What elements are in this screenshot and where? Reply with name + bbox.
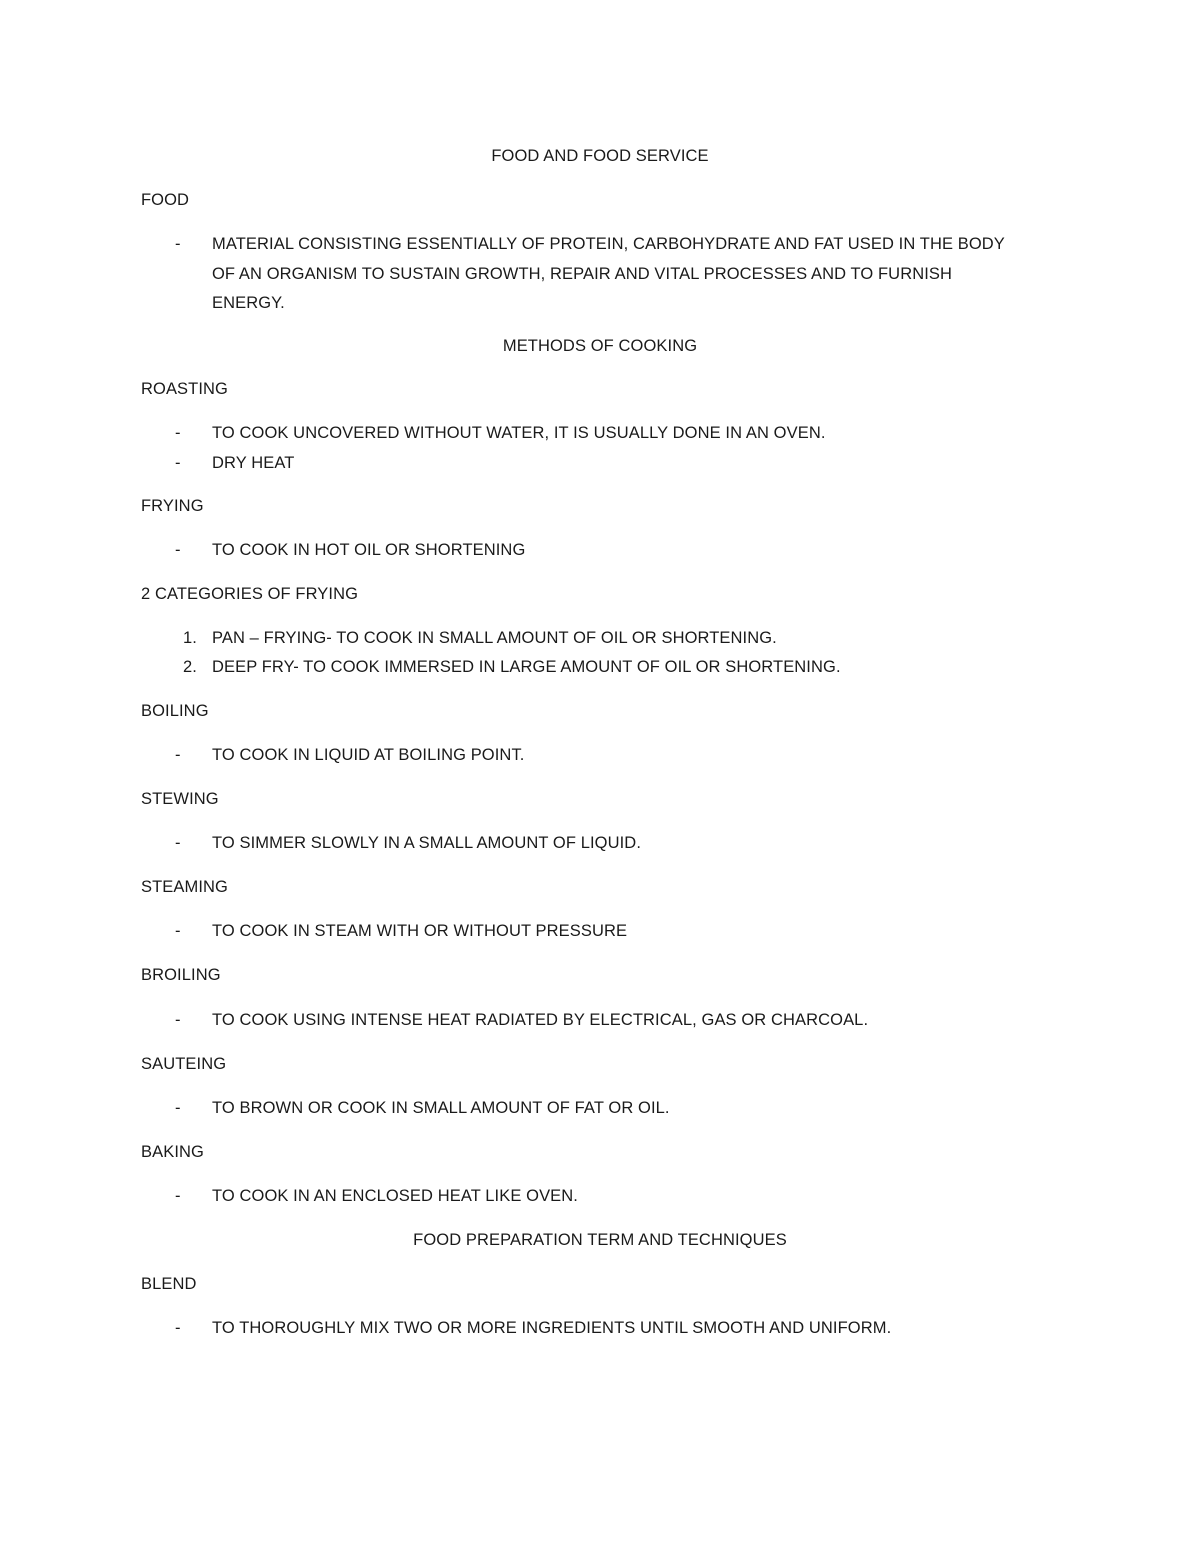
bullet-marker: - bbox=[175, 424, 181, 442]
boiling-bullet-1: TO COOK IN LIQUID AT BOILING POINT. bbox=[212, 746, 525, 764]
steaming-bullet-1: TO COOK IN STEAM WITH OR WITHOUT PRESSURE bbox=[212, 922, 628, 940]
food-definition-line-1: MATERIAL CONSISTING ESSENTIALLY OF PROTEIN, CARBOHYDRATE AND FAT USED IN THE BODY bbox=[212, 235, 1005, 253]
document-title: FOOD AND FOOD SERVICE bbox=[491, 147, 709, 165]
prep-title: FOOD PREPARATION TERM AND TECHNIQUES bbox=[413, 1231, 787, 1249]
section-heading-stewing: STEWING bbox=[141, 790, 219, 808]
bullet-marker: - bbox=[175, 1099, 181, 1117]
bullet-marker: - bbox=[175, 454, 181, 472]
section-heading-blend: BLEND bbox=[141, 1275, 197, 1293]
bullet-marker: - bbox=[175, 1011, 181, 1029]
section-heading-steaming: STEAMING bbox=[141, 878, 228, 896]
frying-category-1: PAN – FRYING- TO COOK IN SMALL AMOUNT OF OIL OR SHORTENING. bbox=[212, 629, 777, 647]
roasting-bullet-2: DRY HEAT bbox=[212, 454, 295, 472]
methods-title: METHODS OF COOKING bbox=[502, 337, 698, 355]
blend-bullet-1: TO THOROUGHLY MIX TWO OR MORE INGREDIENTS UNTIL SMOOTH AND UNIFORM. bbox=[212, 1319, 892, 1337]
bullet-marker: - bbox=[175, 235, 181, 253]
section-heading-sauteing: SAUTEING bbox=[141, 1055, 227, 1073]
food-definition-line-3: ENERGY. bbox=[212, 294, 285, 312]
frying-category-2: DEEP FRY- TO COOK IMMERSED IN LARGE AMOUNT OF OIL OR SHORTENING. bbox=[212, 658, 841, 676]
section-heading-roasting: ROASTING bbox=[141, 380, 228, 398]
bullet-marker: - bbox=[175, 1319, 181, 1337]
section-heading-frying-categories: 2 CATEGORIES OF FRYING bbox=[141, 585, 359, 603]
stewing-bullet-1: TO SIMMER SLOWLY IN A SMALL AMOUNT OF LIQUID. bbox=[212, 834, 642, 852]
section-heading-boiling: BOILING bbox=[141, 702, 209, 720]
broiling-bullet-1: TO COOK USING INTENSE HEAT RADIATED BY ELECTRICAL, GAS OR CHARCOAL. bbox=[212, 1011, 869, 1029]
section-heading-baking: BAKING bbox=[141, 1143, 204, 1161]
bullet-marker: - bbox=[175, 1187, 181, 1205]
section-heading-food: FOOD bbox=[141, 191, 190, 209]
frying-bullet-1: TO COOK IN HOT OIL OR SHORTENING bbox=[212, 541, 526, 559]
bullet-marker: - bbox=[175, 746, 181, 764]
section-heading-frying: FRYING bbox=[141, 497, 204, 515]
food-definition-line-2: OF AN ORGANISM TO SUSTAIN GROWTH, REPAIR AND VITAL PROCESSES AND TO FURNISH bbox=[212, 265, 953, 283]
list-number: 1. bbox=[183, 629, 197, 647]
list-number: 2. bbox=[183, 658, 197, 676]
section-heading-broiling: BROILING bbox=[141, 966, 221, 984]
bullet-marker: - bbox=[175, 834, 181, 852]
bullet-marker: - bbox=[175, 922, 181, 940]
sauteing-bullet-1: TO BROWN OR COOK IN SMALL AMOUNT OF FAT OR OIL. bbox=[212, 1099, 670, 1117]
baking-bullet-1: TO COOK IN AN ENCLOSED HEAT LIKE OVEN. bbox=[212, 1187, 578, 1205]
bullet-marker: - bbox=[175, 541, 181, 559]
roasting-bullet-1: TO COOK UNCOVERED WITHOUT WATER, IT IS USUALLY DONE IN AN OVEN. bbox=[212, 424, 826, 442]
